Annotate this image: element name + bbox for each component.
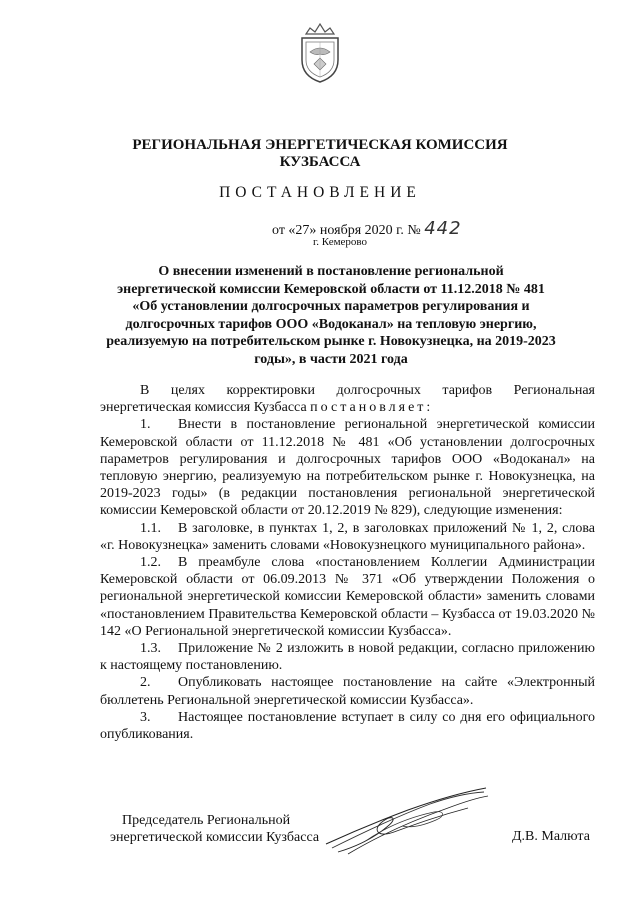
paragraph-2 [100, 674, 595, 708]
subject-line: реализуемую на потребительском рынке г. Новокузнецка, на 2019-2023 [106, 334, 556, 350]
subject-line: О внесении изменений в постановление региональной [158, 264, 504, 279]
paragraph-text: Настоящее постановление вступает в силу со дня его официального опубликования. [100, 709, 595, 743]
paragraph-number: 1. [140, 417, 151, 433]
paragraph-1-1 [100, 520, 595, 554]
signatory-title [110, 812, 320, 846]
paragraph-text: Приложение № 2 изложить в новой редакции, согласно приложению к настоящему постановлению. [100, 641, 595, 674]
document-subject [100, 263, 562, 369]
paragraph-text: В преамбуле слова «постановлением Коллегии Администрации Кемеровской области от 06.09.2013 № 371 «Об утверждении Положения о региональной энергетической комиссии Кемеровской области» заменить словами «постановлением Правительства Кемеровской области – Кузбасса от 19.03.2020 № 142 «О Региональной энергетической комиссии Кузбасса». [100, 555, 595, 639]
document-city: г. Кемерово [313, 236, 368, 248]
paragraph-number: 1.1. [140, 520, 161, 536]
subject-line: годы», в части 2021 года [254, 351, 408, 367]
paragraph-1 [100, 416, 595, 519]
signatory-title-line: Председатель Региональной [122, 813, 291, 828]
document-date: от «27» ноября 2020 г. № [272, 223, 421, 238]
subject-line: энергетической комиссии Кемеровской области от 11.12.2018 № 481 [117, 281, 545, 297]
paragraph-text: Внести в постановление региональной энергетической комиссии Кемеровской области от 11.12.2018 № 481 «Об установлении долгосрочных параметров регулирования и долгосрочных тарифов ООО «Водоканал» на тепловую энергию, реализуемую на потребительском рынке г. Новокузнецка, на 2019-2023 годы» (в редакции постановления региональной энергетической комиссии Кемеровской области от 20.12.2019 № 829), следующие изменения: [100, 417, 595, 519]
coat-of-arms-icon [296, 20, 344, 84]
document-type: ПОСТАНОВЛЕНИЕ [219, 184, 421, 201]
signatory-title-line: энергетической комиссии Кузбасса [110, 830, 320, 845]
paragraph-number: 2. [140, 675, 151, 691]
preamble-paragraph [100, 382, 595, 416]
paragraph-text: Опубликовать настоящее постановление на сайте «Электронный бюллетень Региональной энергетической комиссии Кузбасса». [100, 675, 595, 708]
subject-line: долгосрочных тарифов ООО «Водоканал» на тепловую энергию, [125, 316, 537, 332]
organization-title-line: РЕГИОНАЛЬНАЯ ЭНЕРГЕТИЧЕСКАЯ КОМИССИЯ [132, 137, 508, 153]
organization-title-line: КУЗБАССА [279, 154, 361, 170]
paragraph-1-2 [100, 554, 595, 640]
preamble-keyword: постановляет: [310, 400, 434, 416]
document-body [100, 382, 595, 743]
handwritten-signature-icon [318, 782, 493, 862]
paragraph-number: 1.3. [140, 641, 161, 657]
paragraph-number: 1.2. [140, 555, 161, 571]
paragraph-number: 3. [140, 709, 151, 725]
preamble-text: В целях корректировки долгосрочных тарифов Региональная энергетическая комиссия Кузбасса [100, 383, 595, 416]
organization-title [60, 137, 580, 171]
paragraph-text: В заголовке, в пунктах 1, 2, в заголовках приложений № 1, 2, слова «г. Новокузнецка» заменить словами «Новокузнецкого муниципального района». [100, 520, 595, 553]
paragraph-1-3 [100, 640, 595, 674]
signatory-name: Д.В. Малюта [512, 829, 590, 844]
paragraph-3 [100, 709, 595, 743]
subject-line: «Об установлении долгосрочных параметров регулирования и [132, 299, 530, 315]
document-number: 442 [424, 218, 462, 239]
